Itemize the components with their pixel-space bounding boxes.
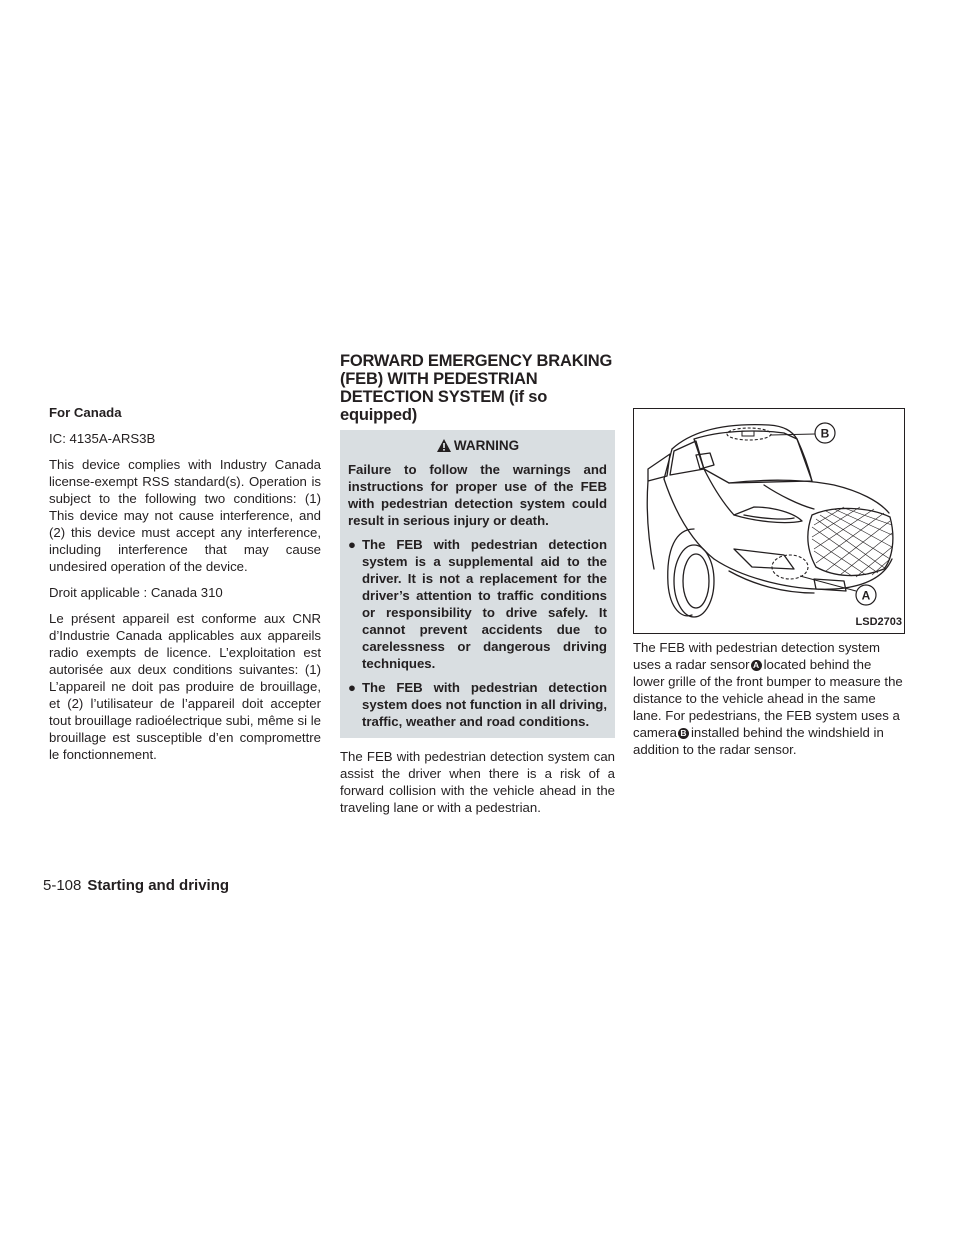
feb-sensor-description xyxy=(633,639,905,758)
sensor-text-part3: installed behind the windshield in addition to the radar sensor. xyxy=(633,725,884,757)
warning-icon xyxy=(436,438,452,453)
warning-label: WARNING xyxy=(453,438,520,453)
section-title: FORWARD EMERGENCY BRAKING (FEB) WITH PEDESTRIAN DETECTION SYSTEM (if so equipped) xyxy=(340,352,613,424)
page-number: 5-108 xyxy=(43,877,82,894)
warning-box xyxy=(340,430,615,738)
warning-bullet-text: The FEB with pedestrian detection system is a supplemental aid to the driver. It is not a replacement for the driver’s attention to traffic conditions or responsibility to drive safely. It cannot prevent accidents due to carelessness or dangerous driving techniques. xyxy=(362,537,607,671)
column-left xyxy=(49,404,321,772)
vehicle-drawing xyxy=(634,409,904,633)
compliance-english: This device complies with Industry Canada license-exempt RSS standard(s). Operation is subject to the following two conditions: (1) This device may not cause interference, and (2) this device must accept any interference, including interference that may cause undesired operation of the device. xyxy=(49,457,321,574)
vehicle-illustration xyxy=(633,408,905,634)
warning-bullet-text: The FEB with pedestrian detection system does not function in all driving, traffic, weather and road conditions. xyxy=(362,680,607,729)
for-canada-heading: For Canada xyxy=(49,405,122,420)
callout-b: B xyxy=(678,728,689,739)
warning-bullet xyxy=(348,536,607,672)
figure-label-a: A xyxy=(861,588,871,603)
chapter-title: Starting and driving xyxy=(87,877,230,894)
column-middle xyxy=(340,352,615,825)
bullet-dot: ● xyxy=(348,537,356,552)
feb-description: The FEB with pedestrian detection system can assist the driver when there is a risk of a forward collision with the vehicle ahead in the traveling lane or with a pedestrian. xyxy=(340,749,615,815)
droit-applicable: Droit applicable : Canada 310 xyxy=(49,585,223,600)
figure-code: LSD2703 xyxy=(855,616,902,628)
warning-header xyxy=(348,437,607,454)
page-footer xyxy=(43,877,229,894)
callout-a: A xyxy=(751,660,762,671)
sensor-text-part1: The FEB with pedestrian detection system uses a radar sensor xyxy=(633,640,881,672)
compliance-french: Le présent appareil est conforme aux CNR d’Industrie Canada applicables aux appareils radio exempts de licence. L’exploitation est autorisée aux deux conditions suivantes: (1) L’appareil ne doit pas produire de brouillage, et (2) l’utilisateur de l’appareil doit accepter tout brouillage radioélectrique subi, même si le brouillage est susceptible d’en compromettre le fonctionnement. xyxy=(49,611,321,762)
warning-bullet xyxy=(348,679,607,730)
column-right xyxy=(633,408,905,767)
sensor-text-part2: located behind the lower grille of the front bumper to measure the distance to the vehicle ahead in the same lane. For pedestrians, the FEB system uses a camera xyxy=(633,657,903,740)
warning-intro: Failure to follow the warnings and instructions for proper use of the FEB with pedestrian detection system could result in serious injury or death. xyxy=(348,462,607,528)
ic-number: IC: 4135A-ARS3B xyxy=(49,431,156,446)
figure-label-b: B xyxy=(820,426,830,441)
bullet-dot: ● xyxy=(348,680,356,695)
